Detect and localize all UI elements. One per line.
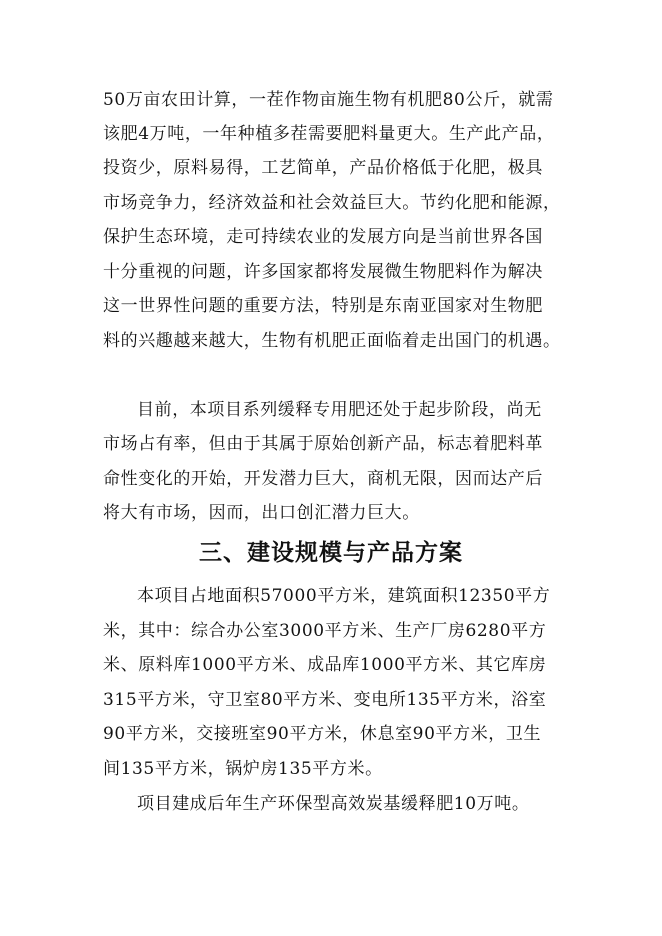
text-line: 将大有市场，因而，出口创汇潜力巨大。 [103,503,420,523]
text-line: 米、原料库1000平方米、成品库1000平方米、其它库房 [103,655,547,675]
text-line: 该肥4万吨，一年种植多茬需要肥料量更大。生产此产品， [103,124,555,144]
text-line: 料的兴趣越来越大，生物有机肥正面临着走出国门的机遇。 [103,331,561,351]
text-line: 315平方米，守卫室80平方米、变电所135平方米，浴室 [103,690,547,710]
text-line: 命性变化的开始，开发潜力巨大，商机无限，因而达产后 [103,469,543,489]
text-line: 90平方米，交接班室90平方米，休息室90平方米，卫生 [103,724,542,744]
text-line: 目前，本项目系列缓释专用肥还处于起步阶段，尚无 [137,400,542,420]
text-line: 这一世界性问题的重要方法，特别是东南亚国家对生物肥 [103,296,543,316]
text-line: 50万亩农田计算，一茬作物亩施生物有机肥80公斤，就需 [103,90,554,110]
text-line: 间135平方米，锅炉房135平方米。 [103,759,383,779]
text-line: 米，其中：综合办公室3000平方米、生产厂房6280平方 [103,621,547,641]
text-line: 本项目占地面积57000平方米，建筑面积12350平方 [137,586,551,606]
section-heading: 三、建设规模与产品方案 [199,540,463,566]
text-line: 项目建成后年生产环保型高效炭基缓释肥10万吨。 [137,794,530,814]
text-line: 市场竞争力，经济效益和社会效益巨大。节约化肥和能源， [103,193,561,213]
text-line: 投资少，原料易得，工艺简单，产品价格低于化肥，极具 [103,158,543,178]
text-line: 十分重视的问题，许多国家都将发展微生物肥料作为解决 [103,262,543,282]
text-line: 市场占有率，但由于其属于原始创新产品，标志着肥料革 [103,434,543,454]
text-line: 保护生态环境，走可持续农业的发展方向是当前世界各国 [103,227,543,247]
